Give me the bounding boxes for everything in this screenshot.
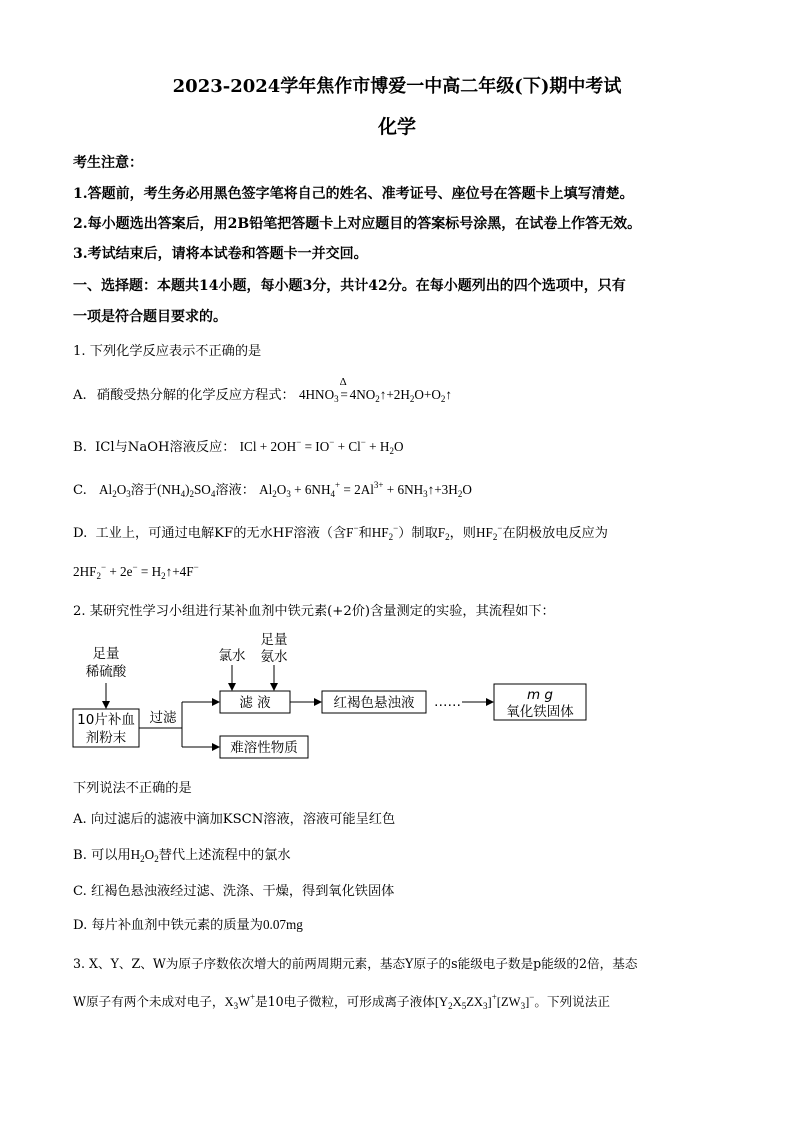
notice-item-3: 3.考试结束后，请将本试卷和答题卡一并交回。 (73, 246, 368, 262)
q1-d-text-3: ）制取 (398, 526, 438, 541)
acid-label-1: 足量 (92, 646, 120, 662)
product-mass-label: m g (526, 687, 554, 703)
q2-b-formula: $H_2O_2$ (130, 847, 159, 864)
q2-option-c: C. 红褐色悬浊液经过滤、洗涤、干燥，得到氧化铁固体 (73, 884, 395, 899)
q1-d-f2: $F_2$ (437, 525, 450, 542)
q1-c-reactant: $Al_2O_3$ (99, 482, 131, 499)
q2-b-pre: B. 可以用 (73, 848, 131, 863)
ammonia-label-1: 足量 (260, 632, 288, 648)
q2-stem: 2. 某研究性学习小组进行某补血剂中铁元素(+2价)含量测定的实验，其流程如下： (73, 604, 555, 619)
notice-heading: 考生注意： (73, 155, 143, 171)
section-heading-line1: 一、选择题：本题共14小题，每小题3分，共计42分。在每小题列出的四个选项中，只有 (73, 278, 626, 294)
section-heading-line2: 一项是符合题目要求的。 (73, 309, 227, 325)
q3-ionic-liquid: $[Y_2X_5ZX_3]^+[ZW_3]^-$ (434, 992, 535, 1011)
q3-line2-a: W原子有两个未成对电子， (73, 994, 225, 1009)
q1-d-text-4: ，则 (449, 526, 476, 541)
start-label-1: 10片补血 (77, 712, 135, 728)
q1-a-text: 硝酸受热分解的化学反应方程式： (96, 388, 295, 403)
acid-label-2: 稀硫酸 (85, 664, 127, 680)
q3-line2-b: 是10电子微粒，可形成离子液体 (255, 994, 435, 1009)
filter-label: 过滤 (149, 710, 177, 726)
q1-option-d (73, 522, 608, 542)
notice-item-1: 1.答题前，考生务必用黑色签字笔将自己的姓名、准考证号、座位号在答题卡上填写清楚。 (73, 186, 634, 202)
q1-option-b (73, 436, 403, 456)
q1-b-label: B. (73, 440, 87, 455)
q1-c-label: C. (73, 483, 87, 498)
filtrate-label: 滤 液 (239, 695, 271, 711)
q3-line2-c: 。下列说法正 (534, 994, 610, 1009)
q1-a-equation: $4HNO_3$ Δ = $4NO_2↑+2H_2O+O_2↑$ (298, 376, 453, 404)
q2-prompt: 下列说法不正确的是 (73, 781, 192, 796)
flow-diagram (70, 628, 630, 763)
q1-option-c (73, 479, 472, 499)
q1-d-text-2: 和 (358, 526, 372, 541)
suspension-label: 红褐色悬浊液 (333, 695, 415, 711)
q1-d-equation: $2HF_2^- + 2e^-$ = $H_2↑+4F^-$ (73, 562, 199, 581)
q3-line-1: 3. X、Y、Z、W为原子序数依次增大的前两周期元素，基态Y原子的s能级电子数是p能级的2倍，基态 (73, 956, 638, 971)
q1-option-a (73, 376, 453, 404)
q1-d-text-5: 在阴极放电反应为 (502, 526, 608, 541)
q2-option-d (73, 914, 303, 933)
product-name-label: 氧化铁固体 (506, 704, 574, 720)
q2-d-pre: D. 每片补血剂中铁元素的质量为 (73, 918, 263, 933)
q1-a-label: A. (73, 388, 87, 403)
q1-d-hf2-2: $HF_2^-$ (475, 523, 503, 542)
q1-c-text-end: 溶液： (215, 483, 255, 498)
q1-b-text: ICl与NaOH溶液反应： (95, 440, 236, 455)
q1-b-equation: ICl + $2OH^- = IO^- + Cl^- + H_2O$ (239, 437, 404, 456)
q1-d-fluoride: F− (346, 523, 359, 540)
q2-option-b (73, 844, 291, 864)
q1-c-equation: $Al_2O_3 + 6NH_4^+ = 2Al^{3+}$ + $6NH_3↑+3H_2O$ (259, 480, 472, 499)
q1-c-salt: $(NH_4)_2SO_4$ (157, 482, 216, 499)
notice-item-2: 2.每小题选出答案后，用2B铅笔把答题卡上对应题目的答案标号涂黑，在试卷上作答无效。 (73, 216, 642, 232)
q3-species: $X_3W^+$ (224, 992, 256, 1011)
exam-title: 2023-2024学年焦作市博爱一中高二年级(下)期中考试 (172, 76, 622, 97)
q2-d-value: 0.07mg (262, 917, 303, 932)
q1-d-hf2: $HF_2^-$ (371, 523, 399, 542)
subject-title: 化学 (377, 116, 416, 138)
q1-stem: 1. 下列化学反应表示不正确的是 (73, 344, 262, 359)
chlorine-label: 氯水 (218, 648, 246, 664)
residue-label: 难溶性物质 (230, 740, 298, 756)
q1-d-label: D. (73, 526, 88, 541)
q2-option-a: A. 向过滤后的滤液中滴加KSCN溶液，溶液可能呈红色 (73, 812, 396, 827)
start-label-2: 剂粉末 (85, 730, 127, 746)
q1-c-text-mid: 溶于 (130, 483, 158, 498)
q1-d-text-1: 工业上，可通过电解KF的无水HF溶液（含 (95, 526, 347, 541)
ammonia-label-2: 氨水 (260, 649, 288, 665)
dots-label: …… (434, 694, 461, 710)
q3-line-2 (73, 991, 610, 1011)
q2-b-post: 替代上述流程中的氯水 (158, 848, 291, 863)
